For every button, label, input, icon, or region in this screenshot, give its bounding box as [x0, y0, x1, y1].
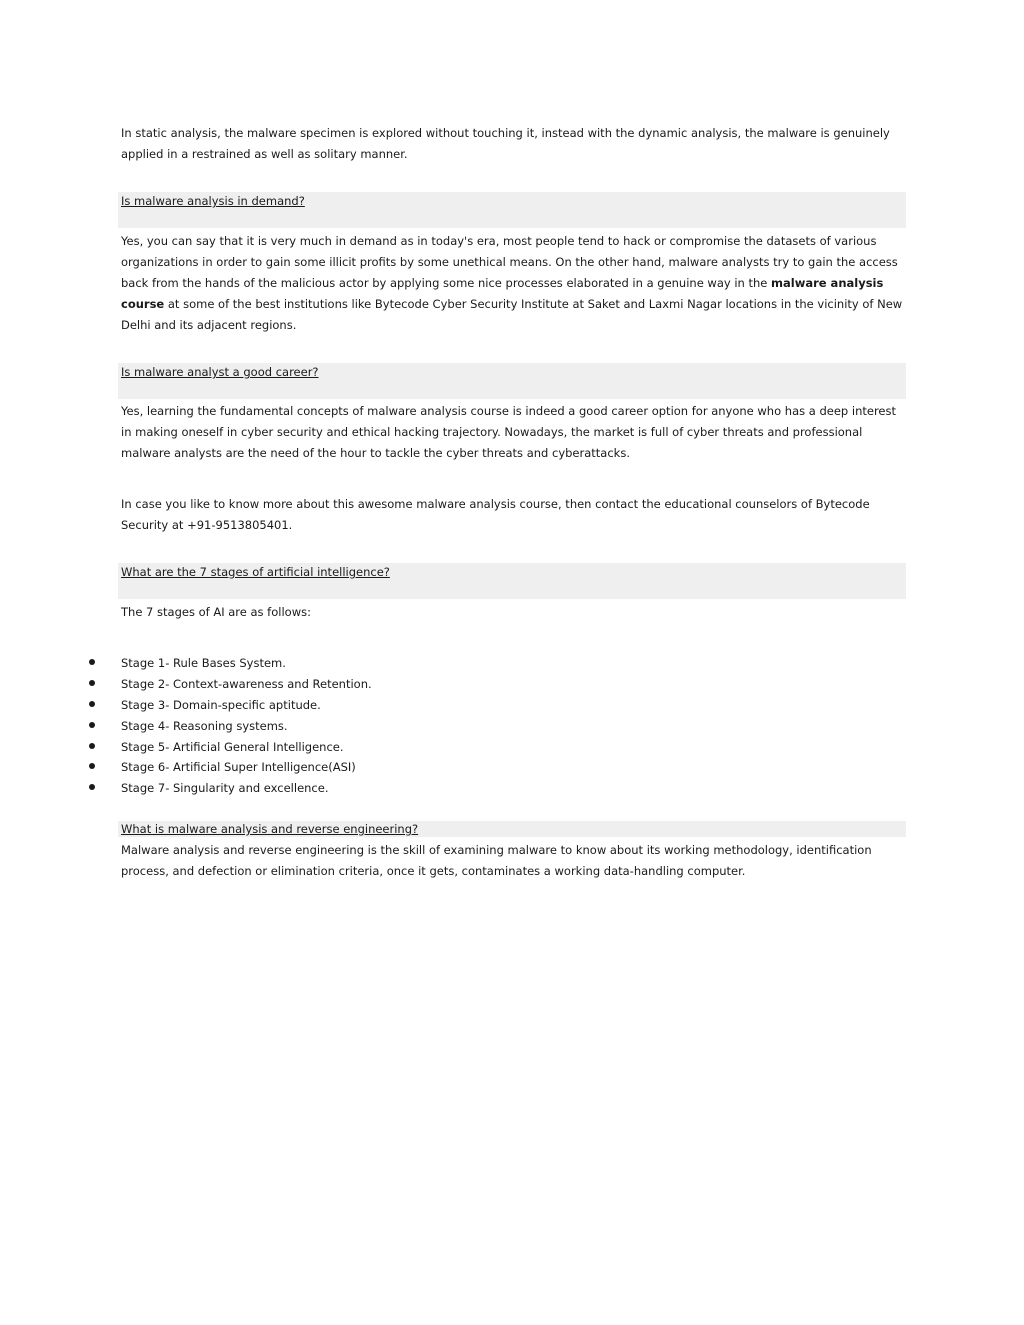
answer-demand-text-2: at some of the best institutions like Bytecode Cyber Security Institute at Saket and Laxmi Nagar locations in the vicinity of New Delhi and its adjacent regions.: [121, 297, 903, 332]
answer-demand-paragraph: [121, 231, 903, 336]
question-demand-text: Is malware analysis in demand?: [121, 194, 305, 208]
question-heading-demand: [118, 192, 906, 228]
document-page: In static analysis, the malware specimen is explored without touching it, instead with the dynamic analysis, the malware is genuinely applied in a restrained as well as solitary manner. Is malware analysis in demand? Yes, you can say that it is very much in demand as in today's era, most people tend to hack or compromise the datasets of various organizations in order to gain some illicit profits by some unethical means. On the other hand, malware analysts try to gain the access back from the hands of the malicious actor by applying some nice processes elaborated in a genuine way in the malware analysis course at some of the best institutions like Bytecode Cyber Security Institute at Saket and Laxmi Nagar locations in the vicinity of New Delhi and its adjacent regions. Is malware analyst a good career? Yes, learning the fundamental concepts of malware analysis course is indeed a good career option for anyone who has a deep interest in making oneself in cyber security and ethical hacking trajectory. Nowadays, the market is full of cyber threats and professional malware analysts are the need of the hour to tackle the cyber threats and cyberattacks. In case you like to know more about this awesome malware analysis course, then contact the educational counselors of Bytecode Security at +91-9513805401. What are the 7 stages of artificial intelligence? The 7 stages of AI are as follows: Stage 1- Rule Bases System. Stage 2- Context-awareness and Retention. Stage 3- Domain-specific aptitude. Stage 4- Reasoning systems. Stage 5- Artificial General Intelligence. Stage 6- Artificial Super Intelligence(ASI) Stage 7- Singularity and excellence. What is malware analysis and reverse engineering? Malware analysis and reverse engineering is the skill of examining malware to know about its working methodology, identification process, and defection or elimination criteria, once it gets, contaminates a working data-handling computer.: [0, 0, 1024, 1325]
answer-career-paragraph: Yes, learning the fundamental concepts of malware analysis course is indeed a good career option for anyone who has a deep interest in making oneself in cyber security and ethical hacking trajectory. Nowadays, the market is full of cyber threats and professional malware analysts are the need of the hour to tackle the cyber threats and cyberattacks.: [121, 404, 896, 460]
bullet-icon: [89, 722, 95, 728]
bullet-icon: [89, 743, 95, 749]
question-career-text: Is malware analyst a good career?: [121, 365, 319, 379]
question-ai-stages-text: What are the 7 stages of artificial intelligence?: [121, 565, 390, 579]
intro-paragraph: In static analysis, the malware specimen is explored without touching it, instead with the dynamic analysis, the malware is genuinely applied in a restrained as well as solitary manner.: [121, 126, 890, 161]
question-heading-ai-stages: [118, 563, 906, 599]
answer-demand-bold: malware analysis course: [121, 276, 884, 311]
bullet-icon: [89, 701, 95, 707]
answer-demand-text-1: Yes, you can say that it is very much in demand as in today's era, most people tend to hack or compromise the datasets of various organizations in order to gain some illicit profits by some unethical means. On the other hand, malware analysts try to gain the access back from the hands of the malicious actor by applying some nice processes elaborated in a genuine way in the: [121, 234, 898, 290]
question-heading-reverse-engineering: [118, 821, 906, 837]
bullet-icon: [89, 659, 95, 665]
question-reverse-engineering-text: What is malware analysis and reverse engineering?: [121, 822, 419, 836]
question-heading-career: [118, 363, 906, 399]
bullet-icon: [89, 680, 95, 686]
answer-reverse-engineering-paragraph: Malware analysis and reverse engineering is the skill of examining malware to know about its working methodology, identification process, and defection or elimination criteria, once it gets, contaminates a working data-handling computer.: [121, 843, 872, 878]
ai-stages-intro: The 7 stages of AI are as follows:: [121, 605, 311, 619]
bullet-icon: [89, 763, 95, 769]
bullet-icon: [89, 784, 95, 790]
contact-paragraph: In case you like to know more about this awesome malware analysis course, then contact the educational counselors of Bytecode Security at +91-9513805401.: [121, 497, 870, 532]
